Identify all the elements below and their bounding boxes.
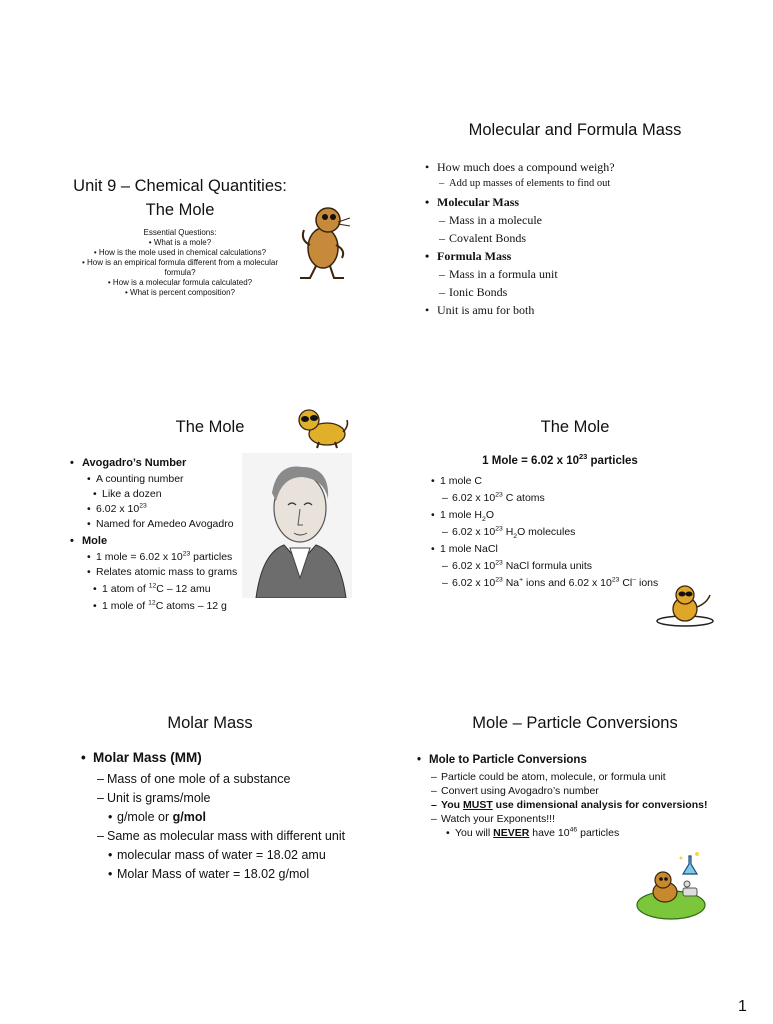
sub-bullet-item: • 1 atom of $^{12}$C – 12 amu	[102, 583, 282, 600]
sub-bullet-item: • Relates atomic mass to grams	[96, 566, 282, 583]
mole-scientist-cartoon-icon	[635, 850, 715, 925]
bullet-item: • Mole	[82, 535, 282, 551]
bullet-item: • 1 mole NaCl	[440, 543, 730, 560]
slide-molar-mass	[30, 695, 390, 985]
bullet-list	[429, 754, 749, 841]
slide-title: Molecular and Formula Mass	[468, 121, 682, 139]
slide-title: The Mole	[175, 418, 245, 436]
bullet-item: • Molar Mass (MM)	[93, 750, 383, 772]
sub-bullet-item: – You MUST use dimensional analysis for conversions!	[441, 799, 749, 813]
eq-item: • How is the mole used in chemical calculations?	[93, 248, 267, 257]
eq-heading: Essential Questions:	[143, 228, 217, 237]
slide-the-mole-particles	[395, 398, 755, 688]
sub-bullet-item: – Same as molecular mass with different unit	[107, 829, 383, 848]
bullet-item: • Molecular Mass	[437, 195, 737, 213]
slide-unit9-title	[30, 100, 390, 390]
slide-mole-particle-conversions	[395, 695, 755, 985]
page-number: 1	[738, 998, 747, 1015]
sub-bullet-item: – Mass in a formula unit	[449, 267, 737, 285]
essential-questions	[70, 228, 290, 298]
eq-item: • What is percent composition?	[125, 288, 235, 297]
eq-item: • How is a molecular formula calculated?	[107, 278, 253, 287]
bullet-item: • Mole to Particle Conversions	[429, 754, 749, 771]
sub-sub-bullet-item: • g/mole or g/mol	[117, 810, 383, 829]
eq-item: • What is a mole?	[148, 238, 212, 247]
sub-bullet-item: • 1 mole of $^{12}$C atoms – 12 g	[102, 600, 282, 615]
sub-bullet-item: – Mass in a molecule	[449, 213, 737, 231]
sub-sub-bullet-item: • Molar Mass of water = 18.02 g/mol	[117, 867, 383, 886]
headline: 1 Mole = 6.02 x $10^{23}$ particles	[482, 452, 638, 467]
sub-bullet-item: – Add up masses of elements to find out	[449, 178, 737, 195]
sub-sub-bullet-item: • You will NEVER have $10^{46}$ particles	[455, 827, 749, 841]
slide-title: Molar Mass	[167, 714, 253, 732]
avogadro-portrait-icon	[242, 453, 352, 598]
mole-cartoon-sunglasses-icon	[295, 404, 350, 449]
sub-bullet-item: – Particle could be atom, molecule, or formula unit	[441, 771, 749, 785]
mole-cartoon-burrow-icon	[655, 583, 715, 628]
sub-bullet-item: – Convert using Avogadro’s number	[441, 785, 749, 799]
sub-bullet-item: – Watch your Exponents!!!	[441, 813, 749, 827]
sub-bullet-item: – Mass of one mole of a substance	[107, 772, 383, 791]
sub-bullet-item: – 6.02 x $10^{23}$ $H_2O$ molecules	[452, 526, 730, 543]
sub-bullet-item: • Named for Amedeo Avogadro	[96, 518, 282, 535]
slide-title: Mole – Particle Conversions	[472, 714, 678, 732]
bullet-item: • Avogadro’s Number	[82, 457, 282, 473]
sub-sub-bullet-item: • molecular mass of water = 18.02 amu	[117, 848, 383, 867]
sub-bullet-item: – Covalent Bonds	[449, 231, 737, 249]
slide-title: Unit 9 – Chemical Quantities: The Mole	[73, 177, 287, 219]
bullet-list	[93, 750, 383, 886]
mole-cartoon-standing-icon	[288, 200, 358, 280]
bullet-item: • Unit is amu for both	[437, 303, 737, 321]
sub-bullet-item: • 6.02 x $10^{23}$	[96, 503, 282, 518]
bullet-item: • Formula Mass	[437, 249, 737, 267]
bullet-list	[440, 475, 730, 594]
slide-the-mole-avogadro	[30, 398, 390, 688]
sub-bullet-item: – 6.02 x $10^{23}$ C atoms	[452, 492, 730, 509]
slide-title: The Mole	[540, 418, 610, 436]
slide-molecular-formula-mass	[395, 100, 755, 390]
bullet-list	[437, 160, 737, 321]
bullet-item: • 1 mole C	[440, 475, 730, 492]
eq-item: • How is an empirical formula different from a molecular formula?	[81, 258, 279, 277]
sub-bullet-item: – Ionic Bonds	[449, 285, 737, 303]
bullet-item: • 1 mole $H_2O$	[440, 509, 730, 526]
sub-bullet-item: • 1 mole = 6.02 x $10^{23}$ particles	[96, 551, 282, 566]
sub-bullet-item: • Like a dozen	[102, 488, 282, 503]
sub-bullet-item: • A counting number	[96, 473, 282, 488]
bullet-item: • How much does a compound weigh?	[437, 160, 737, 178]
sub-bullet-item: – 6.02 x $10^{23}$ Na+ ions and 6.02 x $10^{23}$ Cl– ions	[452, 577, 730, 594]
sub-bullet-item: – Unit is grams/mole	[107, 791, 383, 810]
sub-bullet-item: – 6.02 x $10^{23}$ NaCl formula units	[452, 560, 730, 577]
